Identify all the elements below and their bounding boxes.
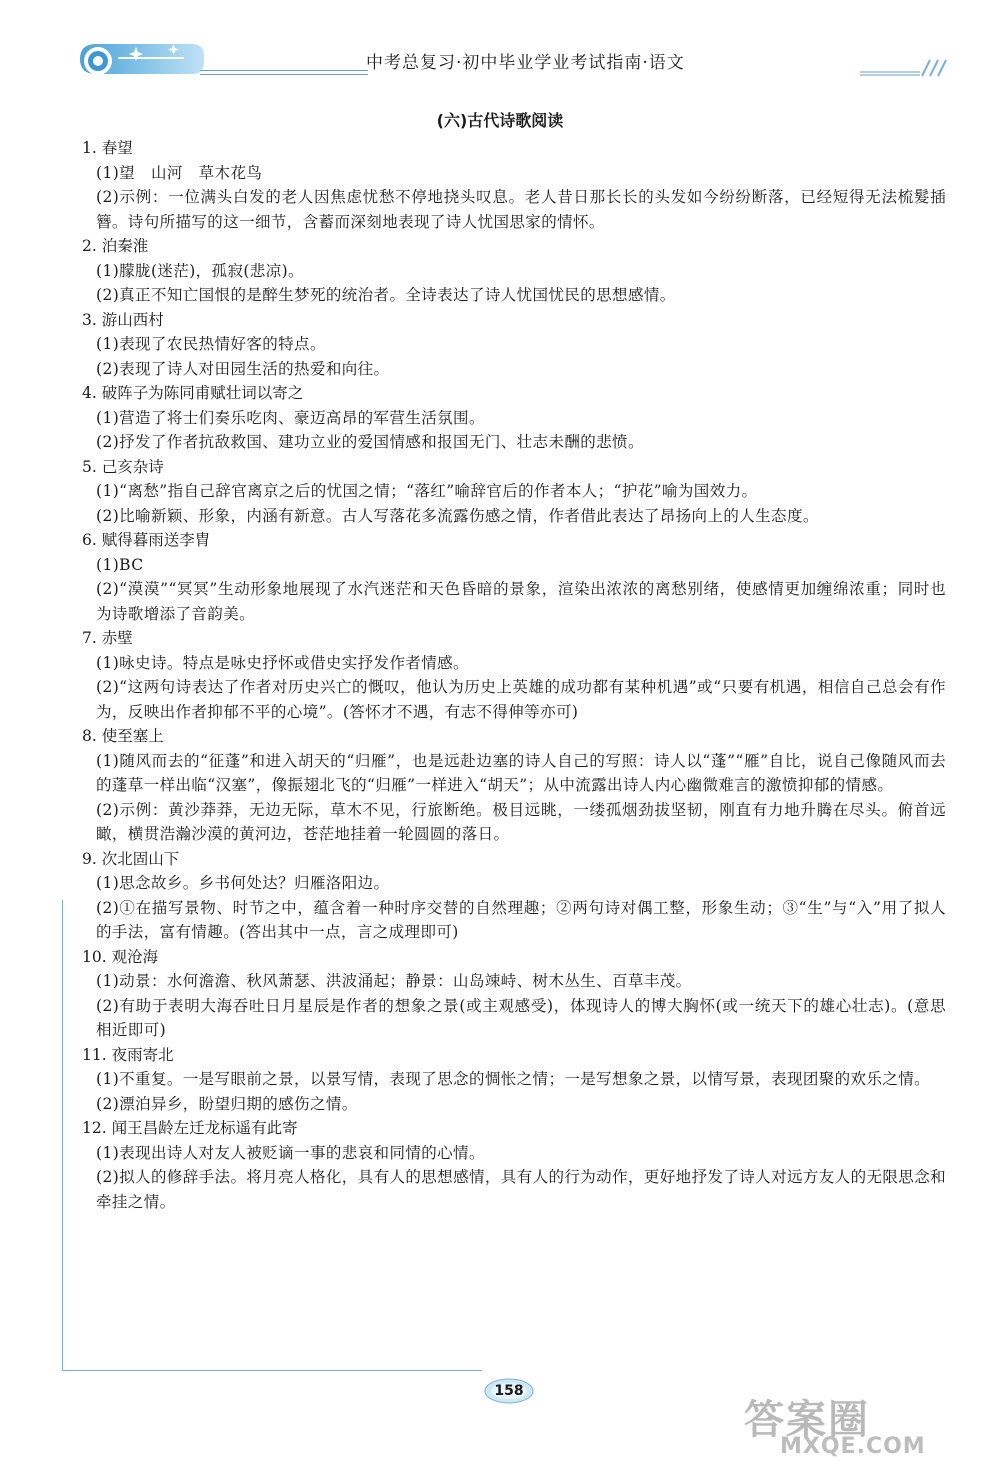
header-badge-icon	[74, 40, 206, 84]
answer-text: (2)“漠漠”“冥冥”生动形象地展现了水汽迷茫和天色昏暗的景象，渲染出浓浓的离愁别绪，使感情更加缠绵浓重；同时也为诗歌增添了音韵美。	[96, 580, 946, 623]
page-number: 158	[494, 1383, 524, 1399]
item-title: 2. 泊秦淮	[82, 237, 149, 255]
item-title: 11. 夜雨寄北	[82, 1045, 174, 1064]
list-item	[78, 455, 946, 529]
header-decoration-icon	[860, 56, 950, 80]
list-item	[78, 1116, 946, 1214]
list-item	[78, 847, 946, 945]
item-title: 9. 次北固山下	[82, 849, 180, 868]
item-title: 10. 观沧海	[82, 947, 159, 966]
answer-text: (1)思念故乡。乡书何处达？归雁洛阳边。	[96, 874, 390, 892]
item-title: 12. 闻王昌龄左迁龙标遥有此寄	[82, 1119, 298, 1137]
section-title: (六)古代诗歌阅读	[436, 111, 564, 130]
header-rule	[200, 70, 368, 71]
list-item	[78, 724, 946, 847]
list-item	[78, 136, 946, 234]
list-item	[78, 528, 946, 626]
list-item	[78, 945, 946, 1043]
margin-line	[62, 900, 63, 1370]
list-item	[78, 381, 946, 455]
item-title: 3. 游山西村	[82, 310, 164, 329]
answer-text: (2)①在描写景物、时节之中，蕴含着一种时序交替的自然理趣；②两句诗对偶工整，形象生动；③“生”与“入”用了拟人的手法，富有情趣。(答出其中一点，言之成理即可)	[96, 898, 946, 941]
answer-text: (2)表现了诗人对田园生活的热爱和向往。	[96, 359, 390, 378]
answer-text: (1)不重复。一是写眼前之景，以景写情，表现了思念的惆怅之情；一是写想象之景，以情写景，表现团聚的欢乐之情。	[96, 1070, 931, 1088]
answer-text: (1)BC	[96, 555, 144, 574]
answer-text: (2)有助于表明大海吞吐日月星辰是作者的想象之景(或主观感受)，体现诗人的博大胸怀(或一统天下的雄心壮志)。(意思相近即可)	[96, 996, 946, 1039]
item-title: 6. 赋得暮雨送李胄	[82, 531, 211, 549]
item-title: 8. 使至塞上	[82, 727, 164, 745]
list-item	[78, 234, 946, 308]
watermark	[744, 1388, 984, 1458]
item-title: 5. 己亥杂诗	[82, 457, 164, 476]
answer-text: (1)动景：水何澹澹、秋风萧瑟、洪波涌起；静景：山岛竦峙、树木丛生、百草丰茂。	[96, 972, 692, 990]
answer-text: (1)朦胧(迷茫)，孤寂(悲凉)。	[96, 261, 304, 280]
answer-text: (1)“离愁”指自己辞官离京之后的忧国之情；“落红”喻辞官后的作者本人；“护花”喻为国效力。	[96, 482, 758, 500]
answer-text: (2)示例：黄沙莽莽，无边无际，草木不见，行旅断绝。极目远眺，一缕孤烟劲拔坚韧，刚直有力地升腾在尽头。俯首远瞰，横贯浩瀚沙漠的黄河边，苍茫地挂着一轮圆圆的落日。	[96, 800, 946, 843]
answer-text: (1)表现了农民热情好客的特点。	[96, 335, 326, 353]
answer-text: (2)抒发了作者抗敌救国、建功立业的爱国情感和报国无门、壮志未酬的悲愤。	[96, 433, 644, 451]
answer-text: (1)望 山河 草木花鸟	[96, 163, 263, 182]
header-rule	[200, 74, 368, 75]
answer-text: (2)“这两句诗表达了作者对历史兴亡的慨叹，他认为历史上英雄的成功都有某种机遇”或“只要有机遇，相信自己总会有作为，反映出作者抑郁不平的心境”。(答怀才不遇，有志不得伸等亦可)	[96, 678, 946, 721]
watermark-url: MXQE.COM	[780, 1434, 926, 1459]
footer-rule	[62, 1370, 482, 1371]
answer-text: (1)随风而去的“征蓬”和进入胡天的“归雁”，也是远赴边塞的诗人自己的写照：诗人以“蓬”“雁”自比，说自己像随风而去的蓬草一样出临“汉塞”，像振翅北飞的“归雁”一样进入“胡天”；从中流露出诗人内心幽微难言的激愤抑郁的情感。	[96, 751, 946, 794]
answer-list	[78, 136, 946, 1214]
answer-text: (2)拟人的修辞手法。将月亮人格化，具有人的思想感情，具有人的行为动作，更好地抒发了诗人对远方友人的无限思念和牵挂之情。	[96, 1168, 946, 1211]
list-item	[78, 1043, 946, 1117]
answer-text: (1)咏史诗。特点是咏史抒怀或借史实抒发作者情感。	[96, 653, 469, 672]
answer-text: (1)表现出诗人对友人被贬谪一事的悲哀和同情的心情。	[96, 1143, 485, 1162]
answer-text: (2)漂泊异乡，盼望归期的感伤之情。	[96, 1094, 358, 1113]
item-title: 1. 春望	[82, 139, 133, 157]
page-number-badge	[484, 1378, 534, 1404]
item-title: 7. 赤壁	[82, 629, 133, 647]
watermark-logo: 答案圈	[744, 1397, 870, 1443]
answer-text: (1)营造了将士们奏乐吃肉、豪迈高昂的军营生活氛围。	[96, 408, 485, 427]
header-title: 中考总复习·初中毕业学业考试指南·语文	[366, 53, 685, 73]
list-item	[78, 308, 946, 382]
answer-text: (2)真正不知亡国恨的是醉生梦死的统治者。全诗表达了诗人忧国忧民的思想感情。	[96, 286, 676, 304]
list-item	[78, 626, 946, 724]
page-header	[70, 40, 950, 90]
answer-text: (2)比喻新颖、形象，内涵有新意。古人写落花多流露伤感之情，作者借此表达了昂扬向上的人生态度。	[96, 506, 819, 525]
item-title: 4. 破阵子为陈同甫赋壮词以寄之	[82, 384, 304, 402]
answer-text: (2)示例：一位满头白发的老人因焦虑忧愁不停地挠头叹息。老人昔日那长长的头发如今纷纷断落，已经短得无法梳髮插簪。诗句所描写的这一细节，含蓄而深刻地表现了诗人忧国思家的情怀。	[96, 188, 946, 231]
